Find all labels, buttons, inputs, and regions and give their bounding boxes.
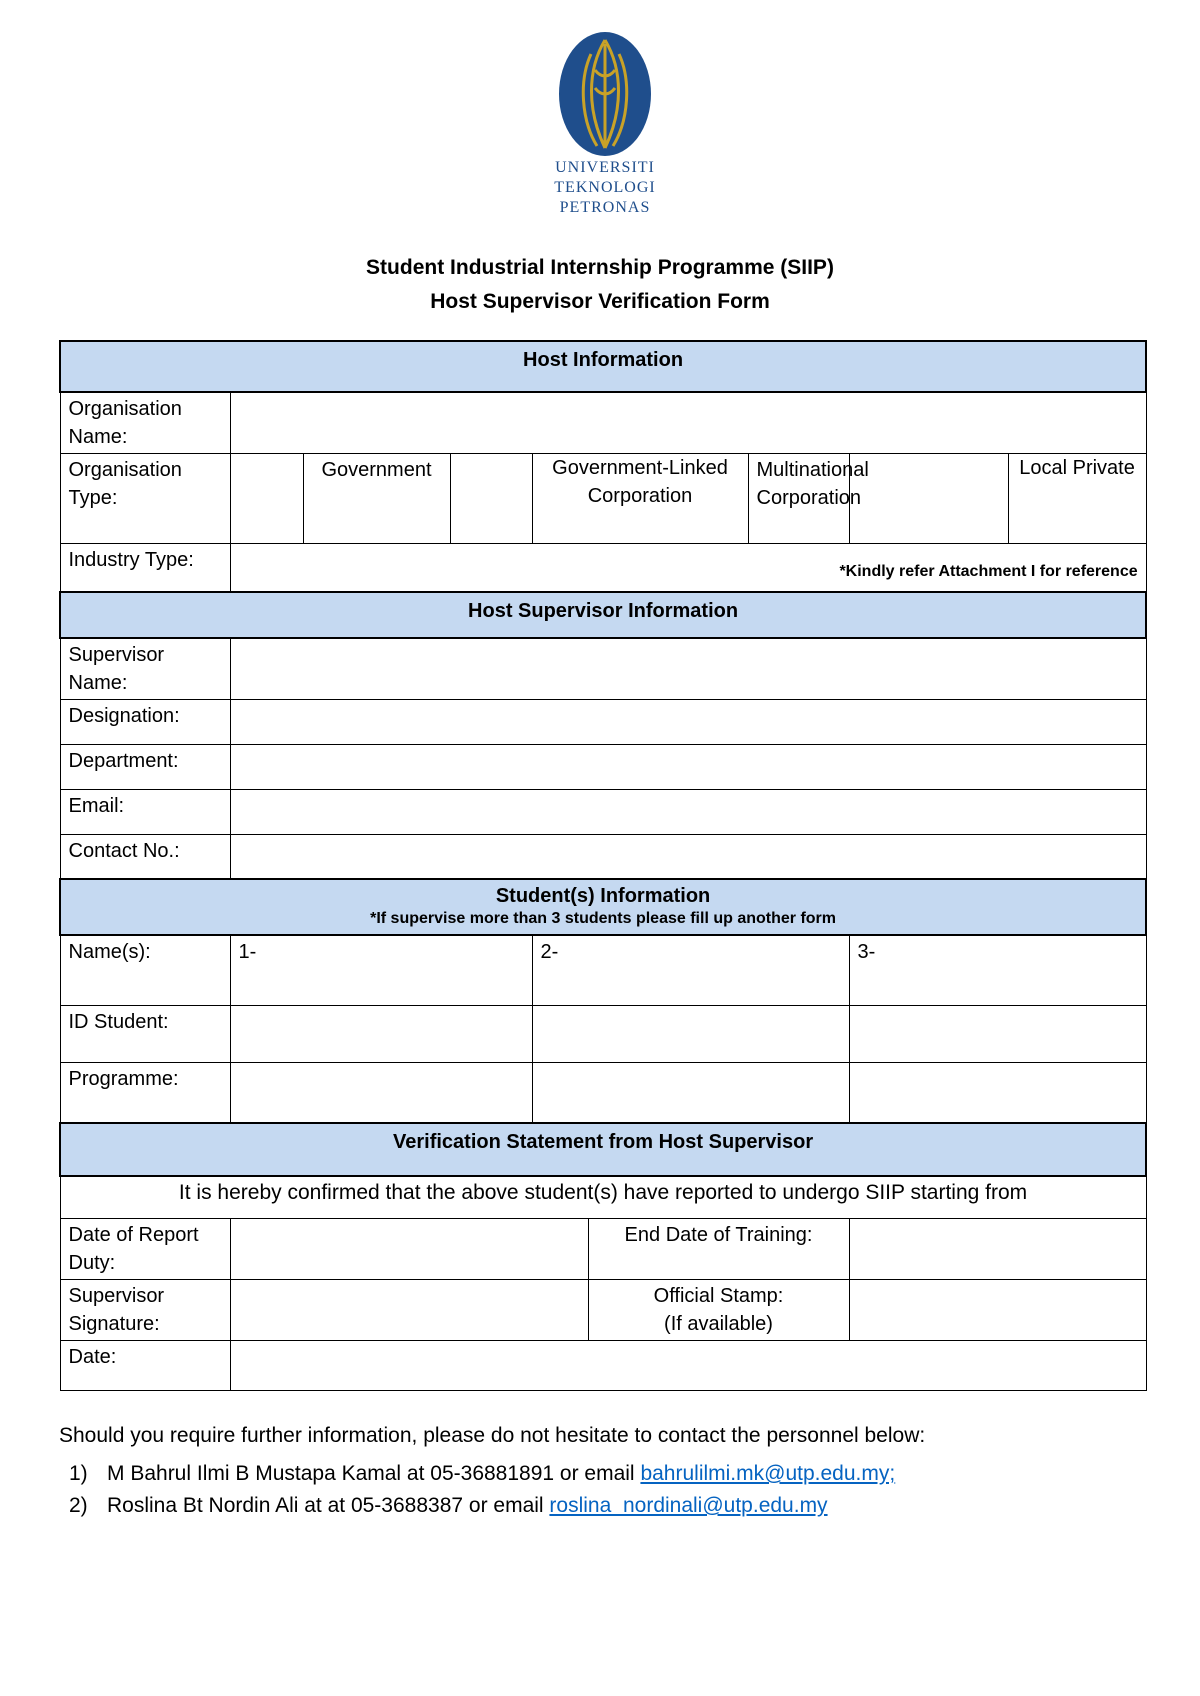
- logo-line-3: PETRONAS: [559, 199, 651, 216]
- utp-emblem-icon: [557, 30, 653, 158]
- contact-row: [60, 834, 1146, 879]
- signature-label: Supervisor Signature:: [60, 1279, 230, 1340]
- org-type-local-label: Local Private: [1008, 454, 1146, 544]
- end-date-field[interactable]: [849, 1218, 1146, 1279]
- org-type-label: Organisation Type:: [60, 454, 230, 544]
- org-name-field[interactable]: [230, 392, 1146, 454]
- student-info-header-row: [60, 879, 1146, 935]
- supervisor-info-header-row: [60, 592, 1146, 638]
- contact-field[interactable]: [230, 834, 1146, 879]
- industry-field[interactable]: [230, 544, 1146, 592]
- student-name-3-field[interactable]: 3-: [849, 935, 1146, 1005]
- programme-1-field[interactable]: [230, 1062, 532, 1123]
- verification-header-row: [60, 1123, 1146, 1176]
- student-info-header: [60, 879, 1146, 935]
- industry-label: Industry Type:: [60, 544, 230, 592]
- designation-field[interactable]: [230, 699, 1146, 744]
- contact-2-text: Roslina Bt Nordin Ali at at 05-3688387 or email: [107, 1494, 550, 1517]
- report-date-field[interactable]: [230, 1218, 588, 1279]
- date-row: [60, 1340, 1146, 1390]
- host-info-header-row: [60, 341, 1146, 392]
- org-type-row: [60, 454, 1146, 544]
- stamp-label: Official Stamp:: [653, 1284, 784, 1307]
- org-type-government-label: Government: [303, 454, 450, 544]
- programme-row: [60, 1062, 1146, 1123]
- designation-row: [60, 699, 1146, 744]
- contact-footer: [59, 1424, 1145, 1526]
- org-type-government-checkbox[interactable]: [230, 454, 303, 544]
- statement-row: [60, 1176, 1146, 1218]
- student-names-label: Name(s):: [60, 935, 230, 1005]
- stamp-field[interactable]: [849, 1279, 1146, 1340]
- contact-item-1: [59, 1462, 1145, 1486]
- footer-intro: Should you require further information, please do not hesitate to contact the personnel below:: [59, 1424, 926, 1447]
- contact-1-number: 1): [69, 1462, 88, 1485]
- form-title: Student Industrial Internship Programme (SIIP): [366, 256, 834, 279]
- report-date-label: Date of Report Duty:: [60, 1218, 230, 1279]
- date-field[interactable]: [230, 1340, 1146, 1390]
- department-field[interactable]: [230, 744, 1146, 789]
- org-type-mnc-label: Multinational Corporation: [748, 454, 849, 544]
- student-info-title: Student(s) Information: [495, 885, 711, 907]
- student-id-label: ID Student:: [60, 1005, 230, 1062]
- org-name-label: Organisation Name:: [60, 392, 230, 454]
- contact-list: [59, 1462, 1145, 1518]
- host-info-header: Host Information: [60, 341, 1146, 392]
- end-date-label: End Date of Training:: [588, 1218, 849, 1279]
- contact-1-email-link[interactable]: bahrulilmi.mk@utp.edu.my;: [640, 1462, 896, 1485]
- stamp-sub-label: (If available): [664, 1312, 773, 1335]
- contact-label: Contact No.:: [60, 834, 230, 879]
- student-name-1-field[interactable]: 1-: [230, 935, 532, 1005]
- utp-logo: [545, 30, 665, 230]
- programme-3-field[interactable]: [849, 1062, 1146, 1123]
- date-label: Date:: [60, 1340, 230, 1390]
- email-label: Email:: [60, 789, 230, 834]
- signature-row: [60, 1279, 1146, 1340]
- contact-2-email-link[interactable]: roslina_nordinali@utp.edu.my: [549, 1494, 828, 1517]
- supervisor-info-header: Host Supervisor Information: [60, 592, 1146, 638]
- verification-form-table: [59, 340, 1147, 1391]
- student-names-row: [60, 935, 1146, 1005]
- verification-statement: It is hereby confirmed that the above student(s) have reported to undergo SIIP starting from: [60, 1176, 1146, 1218]
- signature-field[interactable]: [230, 1279, 588, 1340]
- verification-header: Verification Statement from Host Supervisor: [60, 1123, 1146, 1176]
- student-id-2-field[interactable]: [532, 1005, 849, 1062]
- student-id-1-field[interactable]: [230, 1005, 532, 1062]
- supervisor-name-row: [60, 638, 1146, 700]
- report-date-row: [60, 1218, 1146, 1279]
- contact-2-number: 2): [69, 1494, 88, 1517]
- student-name-2-field[interactable]: 2-: [532, 935, 849, 1005]
- department-row: [60, 744, 1146, 789]
- logo-line-2: TEKNOLOGI: [554, 179, 656, 196]
- contact-item-2: [59, 1494, 1145, 1518]
- org-name-row: [60, 392, 1146, 454]
- email-field[interactable]: [230, 789, 1146, 834]
- supervisor-name-field[interactable]: [230, 638, 1146, 700]
- org-type-glc-checkbox[interactable]: [450, 454, 532, 544]
- industry-note: *Kindly refer Attachment I for reference: [839, 563, 1138, 580]
- org-type-glc-label: Government-Linked Corporation: [532, 454, 748, 544]
- student-id-3-field[interactable]: [849, 1005, 1146, 1062]
- contact-1-text: M Bahrul Ilmi B Mustapa Kamal at 05-36881891 or email: [107, 1462, 641, 1485]
- org-type-local-checkbox[interactable]: [849, 454, 1008, 544]
- designation-label: Designation:: [60, 699, 230, 744]
- programme-label: Programme:: [60, 1062, 230, 1123]
- industry-row: [60, 544, 1146, 592]
- form-subtitle: Host Supervisor Verification Form: [430, 290, 770, 313]
- logo-line-1: UNIVERSITI: [555, 159, 655, 176]
- student-id-row: [60, 1005, 1146, 1062]
- student-info-note: *If supervise more than 3 students please fill up another form: [370, 910, 836, 927]
- stamp-label-cell: [588, 1279, 849, 1340]
- department-label: Department:: [60, 744, 230, 789]
- programme-2-field[interactable]: [532, 1062, 849, 1123]
- email-row: [60, 789, 1146, 834]
- supervisor-name-label: Supervisor Name:: [60, 638, 230, 700]
